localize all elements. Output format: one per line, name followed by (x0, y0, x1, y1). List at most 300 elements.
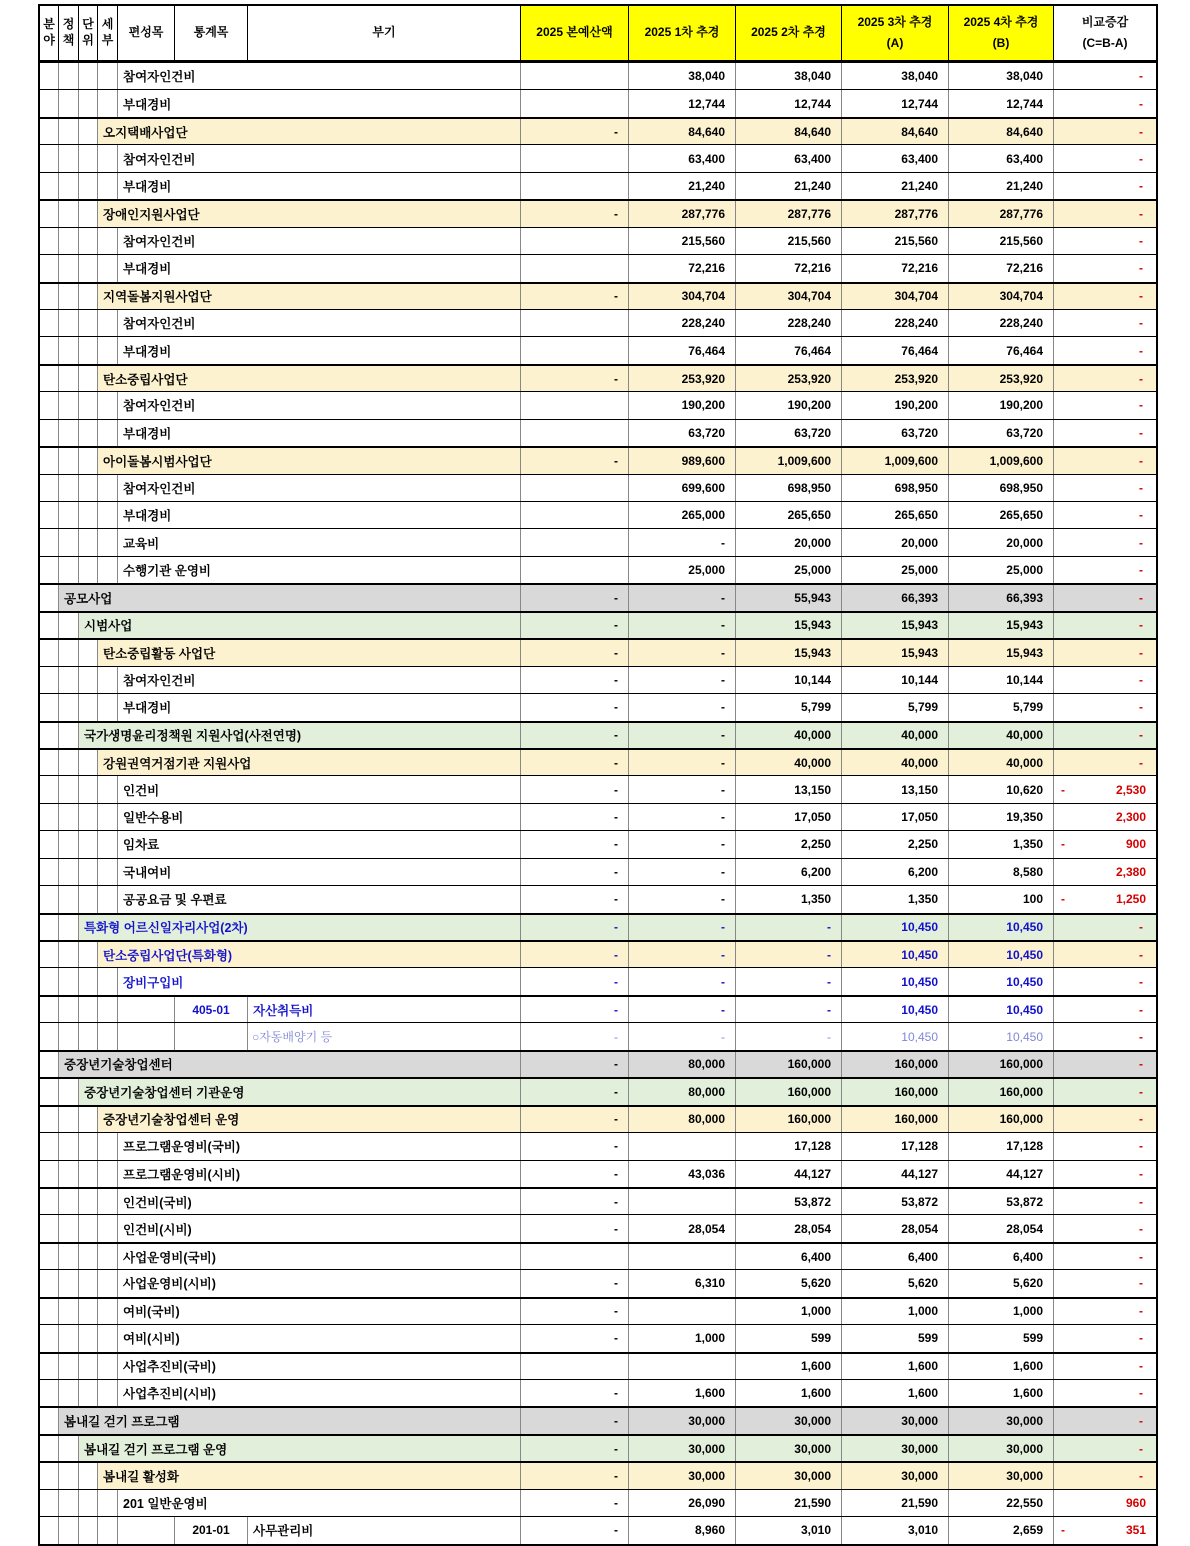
indent-cell (78, 90, 97, 116)
indent-cell (78, 1161, 97, 1187)
cell-rev3: 160,000 (841, 1052, 948, 1077)
cell-rev2: 17,128 (735, 1133, 841, 1159)
cell-rev1: 63,400 (628, 145, 735, 171)
indent-cell (78, 1354, 97, 1379)
indent-cell (58, 886, 78, 912)
cell-base (520, 90, 628, 116)
table-row-item (40, 1132, 1156, 1159)
diff-minus-sign: - (1061, 892, 1065, 907)
cell-diff: - (1053, 968, 1156, 994)
indent-cell (40, 1107, 58, 1132)
cell-diff: - (1053, 255, 1156, 281)
cell-rev3: 1,600 (841, 1354, 948, 1379)
indent-cell (40, 831, 58, 857)
cell-base: - (520, 284, 628, 309)
cell-base (520, 63, 628, 89)
diff-minus-sign: - (1061, 782, 1065, 797)
cell-diff: - (1053, 448, 1156, 473)
cell-rev4: 1,600 (948, 1354, 1053, 1379)
cell-rev4: 21,240 (948, 173, 1053, 199)
cell-base: - (520, 859, 628, 885)
cell-base: - (520, 776, 628, 802)
cell-rev1: 63,720 (628, 420, 735, 446)
cell-rev2: 1,000 (735, 1299, 841, 1324)
table-row-item (40, 1214, 1156, 1241)
cell-rev2: 30,000 (735, 1408, 841, 1433)
cell-rev4: 228,240 (948, 310, 1053, 336)
cell-rev4: 1,350 (948, 831, 1053, 857)
indent-cell (40, 968, 58, 994)
indent-cell (40, 475, 58, 501)
indent-cell (97, 667, 117, 693)
cell-base: - (520, 366, 628, 391)
cell-diff: - (1053, 1079, 1156, 1104)
row-label: 중장년기술창업센터 기관운영 (78, 1079, 520, 1104)
row-label: 일반수용비 (117, 804, 520, 830)
indent-cell (58, 63, 78, 89)
cell-diff: - (1053, 366, 1156, 391)
indent-cell (78, 420, 97, 446)
cell-rev3: 28,054 (841, 1215, 948, 1241)
cell-base: - (520, 667, 628, 693)
indent-cell (40, 585, 58, 610)
cell-base (520, 255, 628, 281)
indent-cell (58, 366, 78, 391)
indent-cell (97, 1380, 117, 1406)
row-label: 오지택배사업단 (97, 119, 520, 144)
indent-cell (40, 201, 58, 226)
indent-cell (58, 201, 78, 226)
cell-rev3: 10,450 (841, 915, 948, 940)
indent-cell (58, 1463, 78, 1488)
cell-rev3: 10,450 (841, 942, 948, 967)
cell-rev1: 6,310 (628, 1270, 735, 1296)
cell-diff: - (1053, 1270, 1156, 1296)
indent-cell (78, 1325, 97, 1351)
indent-cell (40, 337, 58, 363)
cell-rev4: 30,000 (948, 1408, 1053, 1433)
cell-rev4: 10,144 (948, 667, 1053, 693)
indent-cell (97, 337, 117, 363)
cell-rev3: 63,400 (841, 145, 948, 171)
cell-rev3: 1,000 (841, 1299, 948, 1324)
indent-cell (58, 1244, 78, 1269)
cell-rev2: 15,943 (735, 613, 841, 638)
cell-rev1: 699,600 (628, 475, 735, 501)
cell-rev2: 15,943 (735, 640, 841, 665)
cell-rev1: 228,240 (628, 310, 735, 336)
cell-rev2: 30,000 (735, 1463, 841, 1488)
cell-rev2: 63,400 (735, 145, 841, 171)
indent-cell (58, 997, 78, 1022)
indent-cell (78, 1270, 97, 1296)
cell-base: - (520, 119, 628, 144)
table-row-g1 (40, 1434, 1156, 1461)
indent-cell (58, 1161, 78, 1187)
cell-rev3: 84,640 (841, 119, 948, 144)
cell-diff (1053, 831, 1156, 857)
indent-cell (97, 1215, 117, 1241)
cell-rev2: 190,200 (735, 392, 841, 418)
indent-cell (40, 613, 58, 638)
indent-cell (40, 557, 58, 583)
cell-rev4: 10,450 (948, 942, 1053, 967)
row-label: 인건비(시비) (117, 1215, 520, 1241)
cell-diff: - (1053, 1161, 1156, 1187)
indent-cell (40, 1052, 58, 1077)
cell-rev3: 599 (841, 1325, 948, 1351)
cell-rev4: 215,560 (948, 228, 1053, 254)
indent-cell (78, 886, 97, 912)
indent-cell (40, 1380, 58, 1406)
cell-rev1: 12,744 (628, 90, 735, 116)
cell-base: - (520, 1436, 628, 1461)
table-row-item (40, 1187, 1156, 1214)
indent-cell (40, 804, 58, 830)
cell-rev1: 80,000 (628, 1052, 735, 1077)
cell-base: - (520, 723, 628, 748)
table-row-code (40, 1516, 1156, 1543)
cell-rev4: 44,127 (948, 1161, 1053, 1187)
table-row-item (40, 227, 1156, 254)
cell-rev2: 10,144 (735, 667, 841, 693)
table-row-g1 (40, 721, 1156, 748)
cell-diff: - (1053, 392, 1156, 418)
row-label: 참여자인건비 (117, 63, 520, 89)
indent-cell (78, 284, 97, 309)
indent-cell (40, 1463, 58, 1488)
cell-rev1: - (628, 915, 735, 940)
cell-rev2: - (735, 968, 841, 994)
indent-cell (58, 337, 78, 363)
cell-base: - (520, 831, 628, 857)
diff-minus-sign: - (1061, 837, 1065, 852)
indent-cell (58, 1215, 78, 1241)
cell-rev2: 1,009,600 (735, 448, 841, 473)
cell-base (520, 475, 628, 501)
indent-cell (40, 750, 58, 775)
row-label: 국내여비 (117, 859, 520, 885)
cell-rev1: - (628, 640, 735, 665)
cell-base: - (520, 886, 628, 912)
table-row-item (40, 1324, 1156, 1351)
row-label: 부대경비 (117, 694, 520, 720)
cell-base: - (520, 1161, 628, 1187)
cell-diff: - (1053, 284, 1156, 309)
row-label: 인건비(국비) (117, 1189, 520, 1214)
cell-rev2: 53,872 (735, 1189, 841, 1214)
table-row-code (40, 995, 1156, 1022)
table-row-g2 (40, 940, 1156, 967)
cell-rev3: 20,000 (841, 529, 948, 555)
indent-cell (58, 420, 78, 446)
indent-cell (97, 804, 117, 830)
cell-rev4: 10,450 (948, 968, 1053, 994)
indent-cell (40, 1299, 58, 1324)
row-label: 여비(국비) (117, 1299, 520, 1324)
indent-cell (58, 1189, 78, 1214)
indent-cell (40, 776, 58, 802)
indent-cell (97, 1517, 117, 1543)
cell-rev4: 1,009,600 (948, 448, 1053, 473)
indent-cell (97, 255, 117, 281)
table-row-item (40, 528, 1156, 555)
row-label: 사업운영비(국비) (117, 1244, 520, 1269)
row-label: 특화형 어르신일자리사업(2차) (78, 915, 520, 940)
cell-base (520, 502, 628, 528)
cell-diff: - (1053, 90, 1156, 116)
cell-rev4: 5,620 (948, 1270, 1053, 1296)
cell-rev1 (628, 1299, 735, 1324)
indent-cell (40, 1436, 58, 1461)
indent-cell (97, 502, 117, 528)
cell-rev1: 190,200 (628, 392, 735, 418)
indent-cell (78, 255, 97, 281)
indent-cell (58, 723, 78, 748)
cell-rev3: 76,464 (841, 337, 948, 363)
cell-diff: - (1053, 1189, 1156, 1214)
cell-rev2: 228,240 (735, 310, 841, 336)
cell-diff: - (1053, 1436, 1156, 1461)
indent-cell (97, 1490, 117, 1516)
cell-rev2: 25,000 (735, 557, 841, 583)
cell-diff (1053, 776, 1156, 802)
cell-rev2: 5,620 (735, 1270, 841, 1296)
cell-rev2: 84,640 (735, 119, 841, 144)
cell-rev4: 10,450 (948, 1023, 1053, 1049)
cell-rev1: 28,054 (628, 1215, 735, 1241)
indent-cell (40, 1354, 58, 1379)
table-row-g2 (40, 748, 1156, 775)
cell-rev4: 160,000 (948, 1079, 1053, 1104)
cell-diff: - (1053, 1463, 1156, 1488)
indent-cell (97, 475, 117, 501)
cell-rev2: 72,216 (735, 255, 841, 281)
indent-cell (78, 119, 97, 144)
row-label: 201 일반운영비 (117, 1490, 520, 1516)
cell-rev3: 12,744 (841, 90, 948, 116)
table-row-g2 (40, 638, 1156, 665)
table-row-item (40, 254, 1156, 281)
indent-cell (40, 1408, 58, 1433)
indent-cell (58, 968, 78, 994)
indent-cell (97, 1299, 117, 1324)
cell-rev1: 30,000 (628, 1436, 735, 1461)
cell-rev4: 53,872 (948, 1189, 1053, 1214)
cell-rev3: 38,040 (841, 63, 948, 89)
indent-cell (40, 366, 58, 391)
col-header-pyeonseongmok: 편성목 (117, 6, 174, 60)
indent-cell (97, 831, 117, 857)
cell-rev1: 30,000 (628, 1463, 735, 1488)
cell-base: - (520, 1380, 628, 1406)
indent-cell (40, 119, 58, 144)
cell-base: - (520, 1270, 628, 1296)
indent-cell (78, 667, 97, 693)
indent-cell (40, 1490, 58, 1516)
cell-rev1: - (628, 831, 735, 857)
indent-cell (40, 1517, 58, 1543)
indent-cell (40, 640, 58, 665)
cell-diff: - (1053, 1133, 1156, 1159)
indent-cell (78, 1215, 97, 1241)
cell-rev2: - (735, 915, 841, 940)
cell-rev3: 17,050 (841, 804, 948, 830)
cell-rev1: 25,000 (628, 557, 735, 583)
indent-cell (117, 1023, 174, 1049)
indent-cell (78, 337, 97, 363)
cell-base: - (520, 1133, 628, 1159)
cell-rev1: 38,040 (628, 63, 735, 89)
cell-rev3: 3,010 (841, 1517, 948, 1543)
col-header-rev2: 2025 2차 추경 (735, 6, 841, 60)
cell-rev2: 40,000 (735, 750, 841, 775)
cell-rev4: 25,000 (948, 557, 1053, 583)
cell-rev2: 30,000 (735, 1436, 841, 1461)
cell-rev2: 1,350 (735, 886, 841, 912)
cell-rev2: 5,799 (735, 694, 841, 720)
indent-cell (40, 448, 58, 473)
indent-cell (58, 831, 78, 857)
cell-rev1: - (628, 859, 735, 885)
indent-cell (40, 1161, 58, 1187)
cell-rev3: 265,650 (841, 502, 948, 528)
row-label: 시범사업 (78, 613, 520, 638)
indent-cell (78, 1189, 97, 1214)
row-label: 참여자인건비 (117, 475, 520, 501)
indent-cell (58, 750, 78, 775)
indent-cell (78, 1517, 97, 1543)
indent-cell (78, 1244, 97, 1269)
indent-cell (40, 694, 58, 720)
cell-rev3: 25,000 (841, 557, 948, 583)
cell-diff: - (1053, 201, 1156, 226)
table-row-item (40, 336, 1156, 363)
table-row-item (40, 775, 1156, 802)
row-label: 탄소중립활동 사업단 (97, 640, 520, 665)
indent-cell (97, 145, 117, 171)
indent-cell (40, 173, 58, 199)
cell-rev3: 5,799 (841, 694, 948, 720)
indent-cell (40, 723, 58, 748)
indent-cell (97, 310, 117, 336)
cell-rev4: 15,943 (948, 613, 1053, 638)
table-row-item (40, 1352, 1156, 1379)
cell-rev2: 21,590 (735, 1490, 841, 1516)
table-row-item (40, 1379, 1156, 1406)
cell-rev2: - (735, 1023, 841, 1049)
cell-rev3: 1,009,600 (841, 448, 948, 473)
table-row-g2 (40, 117, 1156, 144)
cell-base: - (520, 915, 628, 940)
cell-rev3: 10,450 (841, 1023, 948, 1049)
cell-rev2: 63,720 (735, 420, 841, 446)
cell-rev3: 13,150 (841, 776, 948, 802)
cell-rev4: 63,720 (948, 420, 1053, 446)
cell-rev1: - (628, 997, 735, 1022)
cell-rev4: 28,054 (948, 1215, 1053, 1241)
cell-base (520, 420, 628, 446)
cell-diff: - (1053, 1052, 1156, 1077)
cell-rev4: 8,580 (948, 859, 1053, 885)
cell-rev3: 1,350 (841, 886, 948, 912)
col-header-bugi: 부기 (247, 6, 520, 60)
cell-diff: - (1053, 1354, 1156, 1379)
cell-diff: - (1053, 502, 1156, 528)
cell-diff: - (1053, 420, 1156, 446)
indent-cell (58, 1490, 78, 1516)
indent-cell (40, 1244, 58, 1269)
table-row-g2 (40, 364, 1156, 391)
indent-cell (78, 201, 97, 226)
indent-cell (40, 1215, 58, 1241)
row-label: 참여자인건비 (117, 392, 520, 418)
row-label: 참여자인건비 (117, 145, 520, 171)
cell-rev1 (628, 1133, 735, 1159)
indent-cell (97, 90, 117, 116)
indent-cell (97, 1161, 117, 1187)
indent-cell (58, 475, 78, 501)
cell-diff: - (1053, 529, 1156, 555)
table-row-g0 (40, 1406, 1156, 1433)
table-row-item (40, 693, 1156, 720)
cell-base (520, 228, 628, 254)
table-row-item (40, 391, 1156, 418)
col-header-diff-sub: (C=B-A) (1082, 35, 1128, 50)
cell-rev4: 698,950 (948, 475, 1053, 501)
cell-rev3: 10,450 (841, 997, 948, 1022)
indent-cell (78, 776, 97, 802)
cell-base (520, 173, 628, 199)
indent-cell (40, 90, 58, 116)
cell-diff: - (1053, 145, 1156, 171)
table-row-g0 (40, 583, 1156, 610)
indent-cell (58, 1299, 78, 1324)
indent-cell (78, 831, 97, 857)
indent-cell (58, 859, 78, 885)
indent-cell (58, 1079, 78, 1104)
indent-cell (78, 804, 97, 830)
indent-cell (97, 392, 117, 418)
cell-rev4: 599 (948, 1325, 1053, 1351)
indent-cell (97, 173, 117, 199)
diff-value: 2,530 (1115, 782, 1146, 797)
indent-cell (58, 392, 78, 418)
cell-rev3: 215,560 (841, 228, 948, 254)
indent-cell (40, 529, 58, 555)
indent-cell (40, 667, 58, 693)
row-label: 참여자인건비 (117, 667, 520, 693)
indent-cell (174, 1023, 247, 1049)
table-row-item (40, 1160, 1156, 1187)
cell-rev1: - (628, 776, 735, 802)
cell-diff: - (1053, 1215, 1156, 1241)
indent-cell (40, 942, 58, 967)
indent-cell (58, 1270, 78, 1296)
cell-rev3: 72,216 (841, 255, 948, 281)
cell-rev4: 5,799 (948, 694, 1053, 720)
cell-rev1: 26,090 (628, 1490, 735, 1516)
cell-rev2: 160,000 (735, 1107, 841, 1132)
row-label: 사업추진비(국비) (117, 1354, 520, 1379)
cell-rev3: 66,393 (841, 585, 948, 610)
cell-rev2: 304,704 (735, 284, 841, 309)
cell-rev3: 10,144 (841, 667, 948, 693)
indent-cell (58, 173, 78, 199)
cell-rev3: 253,920 (841, 366, 948, 391)
indent-cell (78, 859, 97, 885)
indent-cell (58, 502, 78, 528)
